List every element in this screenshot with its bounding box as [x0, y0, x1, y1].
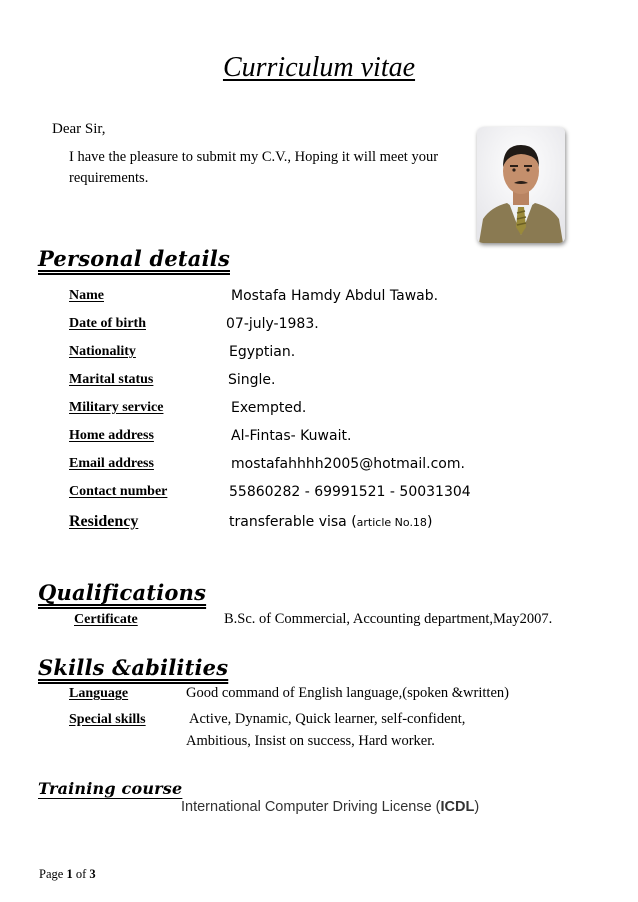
intro-paragraph — [69, 147, 438, 189]
label-date-of-birth: Date of birth — [69, 316, 146, 331]
page-prefix: Page — [39, 867, 67, 881]
value-special-skills-line-2: Ambitious, Insist on success, Hard worker. — [186, 733, 435, 749]
page-of: of — [72, 867, 90, 881]
page-number — [39, 867, 96, 882]
value-language: Good command of English language,(spoken &written) — [186, 685, 509, 701]
section-heading-training: Training course — [38, 779, 183, 798]
intro-line-1: I have the pleasure to submit my C.V., Hoping it will meet your — [69, 149, 439, 165]
value-marital-status: Single. — [228, 372, 276, 388]
page-title: Curriculum vitae — [222, 52, 416, 83]
label-nationality: Nationality — [69, 344, 136, 359]
label-certificate: Certificate — [74, 612, 138, 627]
page-current: 1 — [66, 867, 73, 881]
residency-close: ) — [426, 514, 433, 530]
value-contact-number: 55860282 - 69991521 - 50031304 — [229, 484, 471, 500]
label-marital-status: Marital status — [69, 372, 154, 387]
label-home-address: Home address — [69, 428, 154, 443]
label-contact-number: Contact number — [69, 484, 168, 499]
section-heading-skills: Skills &abilities — [38, 655, 229, 680]
value-home-address: Al-Fintas- Kuwait. — [231, 428, 352, 444]
intro-line-2: requirements. — [69, 170, 149, 186]
section-heading-qualifications: Qualifications — [38, 580, 207, 605]
value-military-service: Exempted. — [231, 400, 307, 416]
section-heading-personal: Personal details — [38, 246, 230, 271]
value-date-of-birth: 07-july-1983. — [226, 316, 319, 332]
page-total: 3 — [89, 867, 96, 881]
applicant-photo — [477, 127, 565, 243]
label-military-service: Military service — [69, 400, 164, 415]
training-abbreviation: ICDL — [440, 799, 475, 815]
residency-text: transferable visa ( — [229, 514, 357, 530]
value-email-address: mostafahhhh2005@hotmail.com. — [231, 456, 465, 472]
residency-article-note: article No.18 — [356, 516, 427, 529]
label-residency: Residency — [69, 513, 139, 530]
value-special-skills-line-1: Active, Dynamic, Quick learner, self-confident, — [189, 711, 466, 727]
label-name: Name — [69, 288, 104, 303]
training-text: International Computer Driving License ( — [181, 799, 441, 815]
label-language: Language — [69, 686, 129, 701]
label-email-address: Email address — [69, 456, 154, 471]
salutation: Dear Sir, — [52, 121, 106, 137]
label-special-skills: Special skills — [69, 712, 146, 727]
value-residency — [229, 514, 432, 530]
value-name: Mostafa Hamdy Abdul Tawab. — [231, 288, 439, 304]
value-training-course — [181, 799, 479, 815]
value-nationality: Egyptian. — [229, 344, 296, 360]
value-certificate: B.Sc. of Commercial, Accounting department,May2007. — [224, 611, 553, 627]
training-close: ) — [474, 799, 480, 815]
